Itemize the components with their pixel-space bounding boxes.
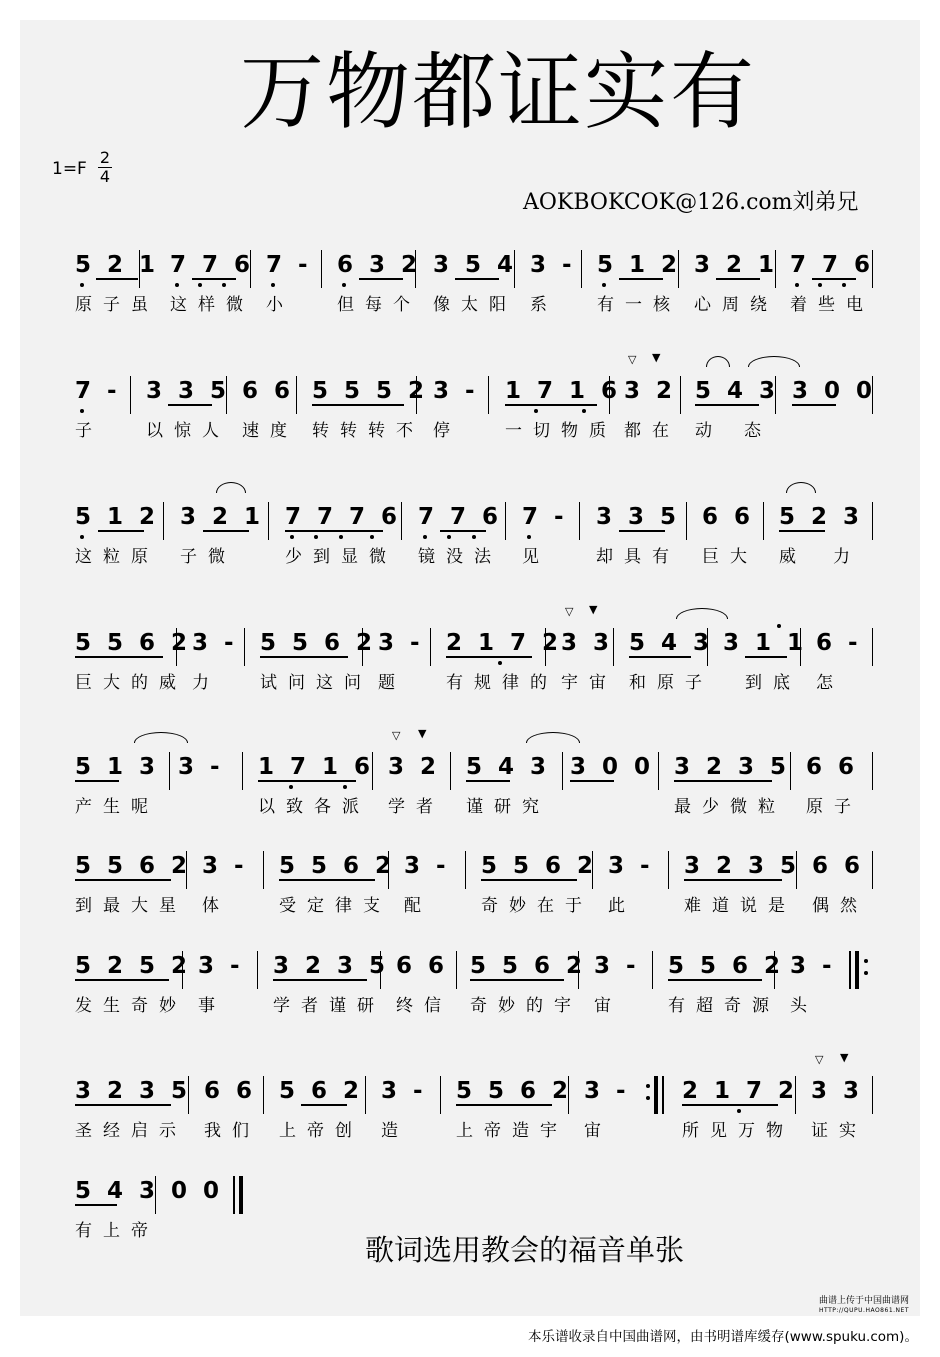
low-octave-dot — [80, 535, 84, 539]
measure-notes: 5 5 6 2 — [456, 1078, 573, 1104]
eighth-beam — [75, 656, 163, 658]
measure-notes: 6 6 — [242, 378, 295, 404]
lyric: 子 — [75, 421, 103, 441]
repeat-barline-thick — [654, 1076, 658, 1114]
breath-mark-open: ▽ — [392, 729, 401, 742]
lyric: 心周绕 — [694, 295, 778, 315]
measure-notes: 3 - — [608, 853, 654, 879]
low-octave-dot — [534, 409, 538, 413]
measure-notes: 2 1 7 2 — [682, 1078, 799, 1104]
measure-notes: 3 - — [381, 1078, 427, 1104]
lyric: 产生呢 — [75, 797, 159, 817]
low-octave-dot — [289, 785, 293, 789]
measure-notes: 7 7 6 — [790, 252, 875, 278]
lyric: 奇妙的宇 — [470, 996, 582, 1016]
lyric: 力 — [192, 673, 220, 693]
low-octave-dot — [343, 785, 347, 789]
breath-mark-filled: ▼ — [418, 727, 427, 740]
measure-notes: 3 - — [790, 953, 836, 979]
low-octave-dot — [582, 409, 586, 413]
lyric: 宇宙 — [561, 673, 617, 693]
barline — [430, 628, 431, 666]
low-octave-dot — [290, 535, 294, 539]
time-signature-bottom: 4 — [99, 167, 111, 186]
lyric: 到最大星 — [75, 896, 187, 916]
measure-notes: 5 6 2 — [279, 1078, 364, 1104]
measure-notes: 7 7 7 6 — [285, 504, 402, 530]
tie-slur — [748, 356, 800, 367]
measure-notes: 1 7 1 6 — [258, 754, 375, 780]
eighth-beam — [192, 278, 236, 280]
eighth-beam — [812, 278, 856, 280]
measure-notes: 7 - — [522, 504, 568, 530]
measure-notes: 3 - — [198, 953, 244, 979]
tie-slur — [706, 356, 730, 367]
lyric: 和原子 — [629, 673, 713, 693]
eighth-beam — [168, 404, 212, 406]
eighth-beam — [505, 404, 597, 406]
lyric: 以惊人 — [146, 421, 230, 441]
barline — [872, 502, 873, 540]
eighth-beam — [668, 979, 762, 981]
low-octave-dot — [818, 283, 822, 287]
barline — [450, 752, 451, 790]
eighth-beam — [260, 656, 348, 658]
time-signature-top: 2 — [99, 148, 111, 167]
eighth-beam — [619, 278, 663, 280]
lyric: 造 — [381, 1121, 409, 1141]
eighth-beam — [481, 879, 577, 881]
eighth-beam — [684, 879, 782, 881]
low-octave-dot — [342, 283, 346, 287]
author-credit: AOKBOKCOK@126.com刘弟兄 — [523, 190, 859, 215]
repeat-dot — [646, 1084, 650, 1088]
measure-notes: 5 5 6 2 — [75, 630, 192, 656]
lyric: 原子 — [806, 797, 862, 817]
measure-notes: 3 - — [378, 630, 424, 656]
lyric: 停 — [433, 421, 461, 441]
lyric: 见 — [522, 547, 550, 567]
eighth-beam — [779, 530, 825, 532]
lyric: 学者谨研 — [273, 996, 385, 1016]
barline — [872, 752, 873, 790]
measure-notes: 5 4 3 — [75, 1178, 160, 1204]
eighth-beam — [570, 780, 614, 782]
barline — [652, 951, 653, 989]
measure-notes: 5 1 2 — [597, 252, 682, 278]
high-octave-dot — [777, 624, 781, 628]
low-octave-dot — [370, 535, 374, 539]
measure-notes: 3 - — [594, 953, 640, 979]
end-barline-thin — [233, 1176, 235, 1214]
lyric: 配 — [404, 896, 432, 916]
lyric: 头 — [790, 996, 818, 1016]
eighth-beam — [75, 979, 169, 981]
measure-notes: 6 6 — [396, 953, 449, 979]
eighth-beam — [301, 1104, 347, 1106]
upload-stamp — [806, 1296, 922, 1315]
eighth-beam — [75, 1204, 117, 1206]
measure-notes: 5 5 6 2 — [470, 953, 587, 979]
measure-notes: 3 0 0 — [792, 378, 877, 404]
repeat-dot — [864, 959, 868, 963]
low-octave-dot — [198, 283, 202, 287]
eighth-beam — [446, 656, 532, 658]
low-octave-dot — [498, 661, 502, 665]
measure-notes: 3 3 — [811, 1078, 864, 1104]
eighth-beam — [792, 404, 836, 406]
lyric: 事 — [198, 996, 226, 1016]
measure-notes: 3 3 — [561, 630, 614, 656]
barline — [244, 628, 245, 666]
barline — [263, 851, 264, 889]
barline — [440, 1076, 441, 1114]
measure-notes: 3 0 0 — [570, 754, 655, 780]
lyric: 像太阳 — [433, 295, 517, 315]
measure-notes: 6 6 — [812, 853, 865, 879]
lyric: 力 — [833, 547, 861, 567]
eighth-beam — [629, 656, 691, 658]
eighth-beam — [716, 278, 760, 280]
eighth-beam — [466, 780, 510, 782]
barline — [790, 752, 791, 790]
lyric: 上帝造宇 — [456, 1121, 568, 1141]
measure-notes: 5 5 6 2 — [260, 630, 377, 656]
tie-slur — [786, 482, 816, 493]
measure-notes: 3 2 3 5 — [674, 754, 791, 780]
score-row-3 — [0, 504, 940, 604]
measure-notes: 5 2 5 2 — [75, 953, 192, 979]
lyric: 有规律的 — [446, 673, 558, 693]
score-row-2 — [0, 351, 940, 478]
tie-slur — [134, 732, 188, 743]
stamp-line-2: HTTP://QUPU.HAO861.NET — [819, 1307, 909, 1314]
measure-notes: 3 5 4 — [433, 252, 518, 278]
lyric: 却具有 — [596, 547, 680, 567]
barline — [872, 851, 873, 889]
eighth-beam — [674, 780, 772, 782]
low-octave-dot — [271, 283, 275, 287]
barline — [488, 376, 489, 414]
barline — [321, 250, 322, 288]
stamp-line-1: 曲谱上传于中国曲谱网 — [818, 1296, 909, 1306]
measure-notes: 5 5 6 2 — [481, 853, 598, 879]
key-signature: 1=F — [52, 159, 87, 179]
barline — [263, 1076, 264, 1114]
low-octave-dot — [527, 535, 531, 539]
eighth-beam — [470, 979, 564, 981]
barline — [242, 752, 243, 790]
measure-notes: 6 6 — [806, 754, 859, 780]
lyric: 我们 — [204, 1121, 260, 1141]
measure-notes: 3 1 1 — [723, 630, 808, 656]
barline — [668, 851, 669, 889]
eighth-beam — [258, 780, 356, 782]
barline — [505, 502, 506, 540]
lyric: 奇妙在于 — [481, 896, 593, 916]
eighth-beam — [75, 879, 171, 881]
lyric: 上帝创 — [279, 1121, 363, 1141]
breath-mark-filled: ▼ — [589, 603, 598, 616]
measure-notes: 3 - — [404, 853, 450, 879]
barline — [268, 502, 269, 540]
lyric: 子微 — [180, 547, 236, 567]
eighth-beam — [695, 404, 759, 406]
measure-notes: 6 3 2 — [337, 252, 422, 278]
low-octave-dot — [737, 1109, 741, 1113]
repeat-dot — [646, 1096, 650, 1100]
barline — [401, 502, 402, 540]
eighth-beam — [273, 979, 367, 981]
end-barline-thick — [239, 1176, 243, 1214]
measure-notes: 5 5 6 2 — [668, 953, 785, 979]
barline — [257, 951, 258, 989]
measure-notes: 1 7 1 6 — [505, 378, 622, 404]
lyric: 宙 — [584, 1121, 612, 1141]
measure-notes: 5 5 6 2 — [75, 853, 192, 879]
lyric: 体 — [202, 896, 230, 916]
lyric: 这样微 — [170, 295, 254, 315]
breath-mark-filled: ▼ — [652, 351, 661, 364]
breath-mark-open: ▽ — [815, 1053, 824, 1066]
eighth-beam — [682, 1104, 778, 1106]
lyric: 速度 — [242, 421, 298, 441]
measure-notes: 3 - — [433, 378, 479, 404]
lyric: 有上帝 — [75, 1221, 159, 1241]
lyric: 巨大 — [702, 547, 758, 567]
lyric: 原子虽 — [75, 295, 159, 315]
low-octave-dot — [339, 535, 343, 539]
lyric: 转转转不 — [312, 421, 424, 441]
low-octave-dot — [222, 283, 226, 287]
lyric: 巨大的威 — [75, 673, 187, 693]
repeat-barline-thin — [662, 1076, 664, 1114]
lyric: 着些电 — [790, 295, 874, 315]
measure-notes: 5 2 3 — [779, 504, 864, 530]
measure-notes: 3 2 3 5 — [273, 953, 390, 979]
eighth-beam — [96, 278, 138, 280]
score-row-4 — [0, 603, 940, 730]
measure-notes: 7 - — [75, 378, 121, 404]
barline — [579, 502, 580, 540]
measure-notes: 5 1 2 — [75, 504, 160, 530]
measure-notes: 6 6 — [204, 1078, 257, 1104]
measure-notes: 3 2 3 5 — [75, 1078, 192, 1104]
repeat-dot — [864, 971, 868, 975]
lyric: 宙 — [594, 996, 622, 1016]
measure-notes: 3 - — [178, 754, 224, 780]
eighth-beam — [440, 530, 486, 532]
barline — [163, 502, 164, 540]
lyric: 所见万物 — [682, 1121, 794, 1141]
measure-notes: 3 2 — [388, 754, 441, 780]
measure-notes: 5 5 6 2 — [279, 853, 396, 879]
measure-notes: 5 2 1 — [75, 252, 160, 278]
measure-notes: 5 4 3 — [629, 630, 714, 656]
measure-notes: 0 0 — [171, 1178, 224, 1204]
lyric: 学者 — [388, 797, 444, 817]
score-row-5 — [0, 727, 940, 854]
source-credit: 本乐谱收录自中国曲谱网，由书明谱库缓存(www.spuku.com)。 — [528, 1329, 918, 1345]
barline — [763, 502, 764, 540]
lyric: 都在 — [624, 421, 680, 441]
barline — [562, 752, 563, 790]
barline — [686, 502, 687, 540]
tie-slur — [676, 608, 728, 619]
lyric: 受定律支 — [279, 896, 391, 916]
eighth-beam — [619, 530, 665, 532]
lyric: 证实 — [811, 1121, 867, 1141]
low-octave-dot — [80, 283, 84, 287]
lyric: 态 — [744, 421, 772, 441]
lyric: 偶然 — [812, 896, 868, 916]
eighth-beam — [279, 879, 375, 881]
lyric: 谨研究 — [466, 797, 550, 817]
final-barline-thick — [855, 951, 859, 989]
lyric: 试问这问 — [260, 673, 372, 693]
measure-notes: 3 2 1 — [694, 252, 779, 278]
measure-notes: 3 - — [530, 252, 576, 278]
barline — [613, 628, 614, 666]
barline — [456, 951, 457, 989]
low-octave-dot — [175, 283, 179, 287]
low-octave-dot — [472, 535, 476, 539]
lyric: 有超奇源 — [668, 996, 780, 1016]
lyric: 到底 — [745, 673, 801, 693]
lyric: 怎 — [816, 673, 844, 693]
barline — [365, 1076, 366, 1114]
eighth-beam — [455, 278, 499, 280]
measure-notes: 3 - — [192, 630, 238, 656]
lyric: 题 — [378, 673, 406, 693]
measure-notes: 6 - — [816, 630, 862, 656]
measure-notes: 7 7 6 — [170, 252, 255, 278]
low-octave-dot — [423, 535, 427, 539]
low-octave-dot — [842, 283, 846, 287]
song-title: 万物都证实有 — [240, 43, 757, 141]
measure-notes: 3 - — [202, 853, 248, 879]
lyric: 终信 — [396, 996, 452, 1016]
eighth-beam — [75, 780, 119, 782]
lyric: 系 — [530, 295, 558, 315]
lyric: 小 — [266, 295, 294, 315]
score-row-1 — [0, 252, 940, 352]
score-row-8 — [0, 1051, 940, 1178]
measure-notes: 7 - — [266, 252, 312, 278]
eighth-beam — [98, 530, 144, 532]
lyric: 镜没法 — [418, 547, 502, 567]
barline — [465, 851, 466, 889]
measure-notes: 3 2 — [624, 378, 677, 404]
barline — [872, 1076, 873, 1114]
measure-notes: 6 6 — [702, 504, 755, 530]
lyric: 以致各派 — [258, 797, 370, 817]
low-octave-dot — [80, 409, 84, 413]
barline — [872, 628, 873, 666]
measure-notes: 5 1 3 — [75, 754, 160, 780]
breath-mark-open: ▽ — [628, 353, 637, 366]
lyric: 圣经启示 — [75, 1121, 187, 1141]
breath-mark-filled: ▼ — [840, 1051, 849, 1064]
lyric: 威 — [779, 547, 807, 567]
barline — [581, 250, 582, 288]
low-octave-dot — [602, 283, 606, 287]
low-octave-dot — [795, 283, 799, 287]
eighth-beam — [359, 278, 403, 280]
lyric: 最少微粒 — [674, 797, 786, 817]
eighth-beam — [456, 1104, 552, 1106]
eighth-beam — [75, 1104, 171, 1106]
measure-notes: 5 4 3 — [695, 378, 780, 404]
lyric: 难道说是 — [684, 896, 796, 916]
lyric: 发生奇妙 — [75, 996, 187, 1016]
measure-notes: 3 2 3 5 — [684, 853, 801, 879]
lyric: 动 — [695, 421, 723, 441]
eighth-beam — [285, 530, 383, 532]
lyrics-source-note: 歌词选用教会的福音单张 — [365, 1233, 685, 1267]
measure-notes: 2 1 7 2 — [446, 630, 563, 656]
barline — [130, 376, 131, 414]
measure-notes: 5 5 5 2 — [312, 378, 429, 404]
score-row-7 — [0, 953, 940, 1053]
lyric: 此 — [608, 896, 636, 916]
tie-slur — [216, 482, 246, 493]
measure-notes: 3 2 1 — [180, 504, 265, 530]
tie-slur — [526, 732, 580, 743]
lyric: 一切物质 — [505, 421, 617, 441]
measure-notes: 3 - — [584, 1078, 630, 1104]
eighth-beam — [745, 656, 787, 658]
eighth-beam — [312, 404, 404, 406]
lyric: 这粒原 — [75, 547, 159, 567]
breath-mark-open: ▽ — [565, 605, 574, 618]
barline — [169, 752, 170, 790]
barline — [658, 752, 659, 790]
low-octave-dot — [447, 535, 451, 539]
eighth-beam — [203, 530, 249, 532]
measure-notes: 7 7 6 — [418, 504, 503, 530]
lyric: 少到显微 — [285, 547, 397, 567]
score-row-6 — [0, 853, 940, 953]
barline — [296, 376, 297, 414]
lyric: 但每个 — [337, 295, 421, 315]
measure-notes: 3 3 5 — [596, 504, 681, 530]
final-barline — [849, 951, 851, 989]
measure-notes: 3 3 5 — [146, 378, 231, 404]
lyric: 有一核 — [597, 295, 681, 315]
measure-notes: 5 4 3 — [466, 754, 551, 780]
barline — [680, 376, 681, 414]
low-octave-dot — [314, 535, 318, 539]
